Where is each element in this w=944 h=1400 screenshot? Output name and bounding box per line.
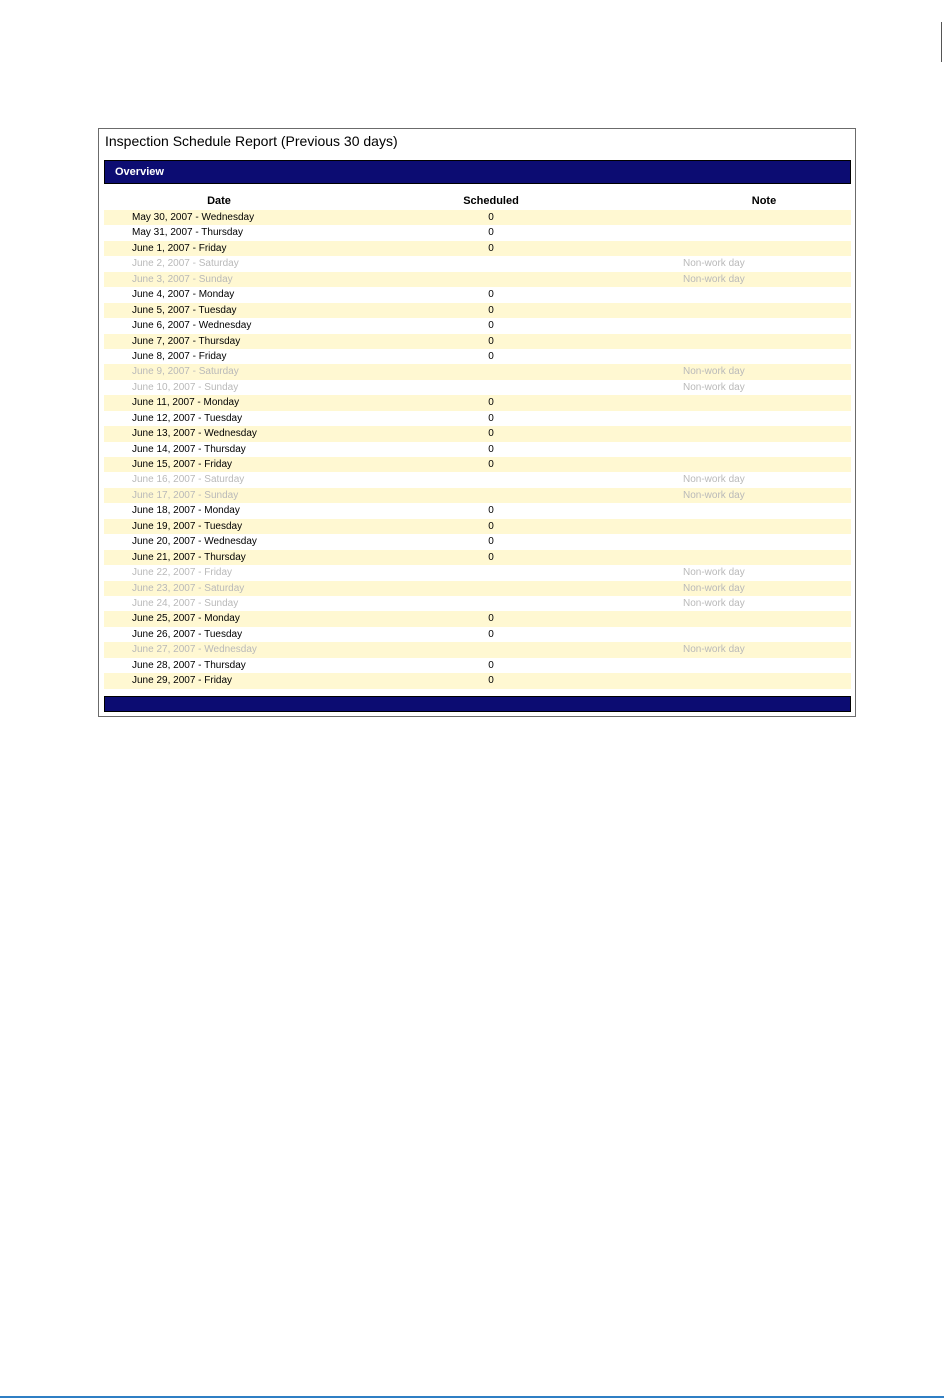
row-date: June 3, 2007 - Sunday	[132, 273, 233, 285]
row-scheduled-count: 0	[488, 397, 494, 409]
table-row	[104, 241, 851, 256]
row-date: June 23, 2007 - Saturday	[132, 582, 245, 594]
row-date: June 11, 2007 - Monday	[132, 397, 240, 409]
table-row	[104, 581, 851, 596]
row-scheduled-count: 0	[488, 520, 494, 532]
table-row	[104, 534, 851, 549]
table-row	[104, 611, 851, 626]
table-row	[104, 411, 851, 426]
page-edge-mark	[941, 22, 942, 62]
table-row	[104, 210, 851, 225]
row-date: June 15, 2007 - Friday	[132, 459, 233, 470]
row-scheduled-count: 0	[488, 675, 494, 687]
row-scheduled-count: 0	[488, 459, 494, 470]
row-date: June 5, 2007 - Tuesday	[132, 304, 237, 316]
table-row	[104, 225, 851, 240]
row-date: June 1, 2007 - Friday	[132, 242, 227, 254]
row-note: Non-work day	[683, 489, 745, 501]
row-date: June 29, 2007 - Friday	[132, 675, 233, 687]
row-note: Non-work day	[683, 258, 745, 270]
table-row	[104, 426, 851, 441]
row-scheduled-count: 0	[488, 320, 494, 332]
row-scheduled-count: 0	[488, 412, 494, 424]
row-date: June 2, 2007 - Saturday	[132, 258, 239, 270]
row-date: June 25, 2007 - Monday	[132, 613, 240, 625]
table-row	[104, 395, 851, 410]
column-header-date: Date	[207, 195, 231, 207]
column-header-note: Note	[751, 195, 777, 207]
row-date: June 21, 2007 - Thursday	[132, 551, 246, 563]
row-date: June 19, 2007 - Tuesday	[132, 520, 243, 532]
row-scheduled-count: 0	[488, 428, 494, 440]
row-note: Non-work day	[683, 644, 745, 656]
row-date: June 14, 2007 - Thursday	[132, 443, 246, 455]
row-scheduled-count: 0	[488, 350, 494, 362]
table-row	[104, 303, 851, 318]
overview-section-header: Overview	[104, 160, 851, 184]
row-date: June 6, 2007 - Wednesday	[132, 320, 252, 332]
row-date: June 18, 2007 - Monday	[132, 505, 240, 517]
row-scheduled-count: 0	[488, 289, 494, 301]
row-date: June 27, 2007 - Wednesday	[132, 644, 257, 656]
row-scheduled-count: 0	[488, 551, 494, 563]
row-scheduled-count: 0	[488, 536, 494, 548]
table-row	[104, 550, 851, 565]
schedule-table-body	[104, 210, 851, 689]
report-footer-bar	[104, 696, 851, 712]
page-bottom-rule	[0, 1396, 944, 1398]
row-scheduled-count: 0	[488, 242, 494, 254]
report-title: Inspection Schedule Report (Previous 30 days)	[105, 133, 398, 149]
row-date: June 26, 2007 - Tuesday	[132, 628, 243, 640]
row-date: June 10, 2007 - Sunday	[132, 381, 239, 393]
row-date: June 28, 2007 - Thursday	[132, 659, 246, 671]
row-scheduled-count: 0	[488, 335, 494, 347]
row-scheduled-count: 0	[488, 227, 494, 239]
table-row	[104, 503, 851, 518]
row-note: Non-work day	[683, 582, 745, 594]
table-row	[104, 673, 851, 688]
row-date: June 13, 2007 - Wednesday	[132, 428, 257, 440]
row-date: June 9, 2007 - Saturday	[132, 366, 239, 378]
table-row	[104, 364, 851, 379]
table-row	[104, 256, 851, 271]
row-date: June 22, 2007 - Friday	[132, 567, 233, 579]
row-date: June 17, 2007 - Sunday	[132, 489, 239, 501]
table-row	[104, 442, 851, 457]
table-row	[104, 596, 851, 611]
table-row	[104, 349, 851, 364]
row-scheduled-count: 0	[488, 505, 494, 517]
table-row	[104, 658, 851, 673]
inspection-schedule-report	[98, 128, 856, 717]
table-row	[104, 642, 851, 657]
table-row	[104, 318, 851, 333]
row-date: May 31, 2007 - Thursday	[132, 227, 243, 239]
row-date: June 20, 2007 - Wednesday	[132, 536, 257, 548]
row-date: June 16, 2007 - Saturday	[132, 474, 245, 486]
row-date: June 8, 2007 - Friday	[132, 350, 227, 362]
row-note: Non-work day	[683, 474, 745, 486]
row-date: June 7, 2007 - Thursday	[132, 335, 241, 347]
row-note: Non-work day	[683, 597, 745, 609]
row-date: June 24, 2007 - Sunday	[132, 597, 239, 609]
row-note: Non-work day	[683, 366, 745, 378]
row-scheduled-count: 0	[488, 212, 494, 223]
column-header-scheduled: Scheduled	[463, 195, 519, 207]
table-row	[104, 488, 851, 503]
row-date: June 4, 2007 - Monday	[132, 289, 235, 301]
table-row	[104, 334, 851, 349]
table-row	[104, 519, 851, 534]
table-row	[104, 380, 851, 395]
table-row	[104, 627, 851, 642]
row-date: June 12, 2007 - Tuesday	[132, 412, 243, 424]
row-scheduled-count: 0	[488, 304, 494, 316]
table-row	[104, 472, 851, 487]
row-scheduled-count: 0	[488, 443, 494, 455]
table-row	[104, 272, 851, 287]
row-note: Non-work day	[683, 567, 745, 579]
row-date: May 30, 2007 - Wednesday	[132, 212, 255, 223]
table-row	[104, 565, 851, 580]
row-scheduled-count: 0	[488, 628, 494, 640]
row-note: Non-work day	[683, 273, 745, 285]
row-scheduled-count: 0	[488, 659, 494, 671]
table-row	[104, 457, 851, 472]
row-scheduled-count: 0	[488, 613, 494, 625]
table-row	[104, 287, 851, 302]
row-note: Non-work day	[683, 381, 745, 393]
